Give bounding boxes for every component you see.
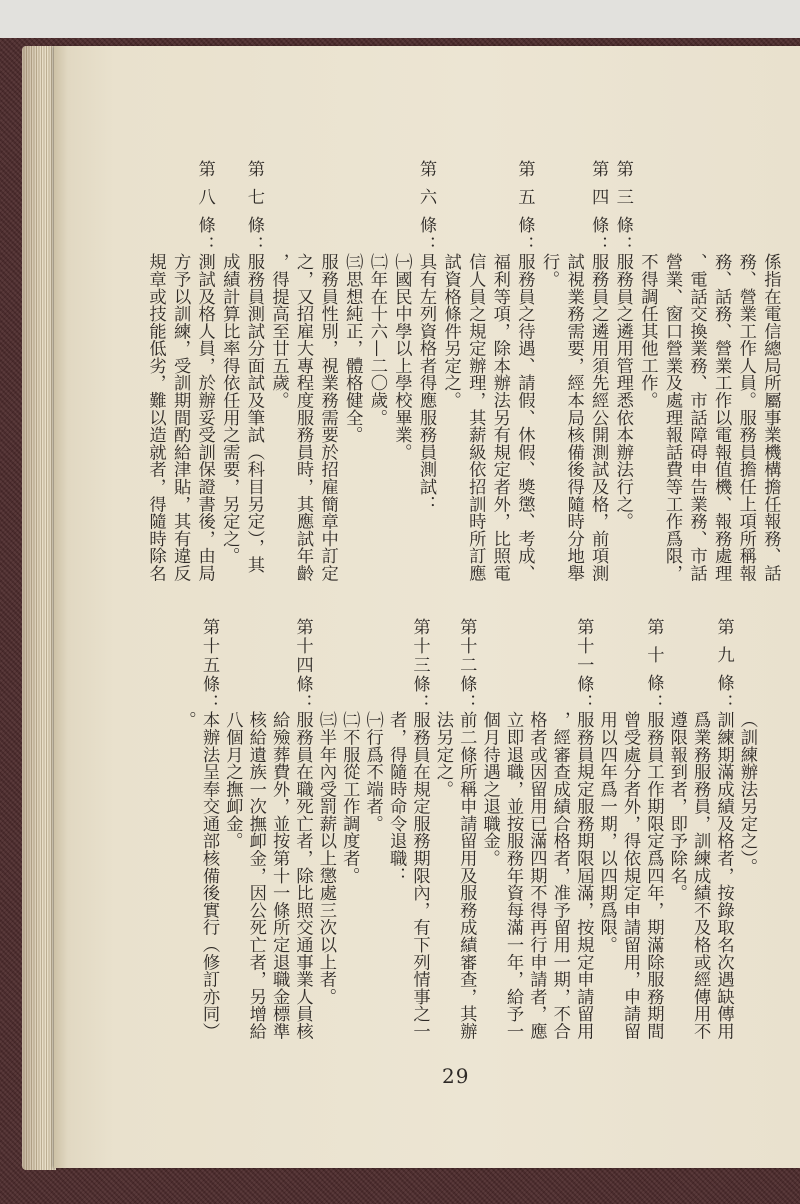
column-text: 個月待遇之退職金。 [479,711,500,867]
column-text: 係指在電信總局所屬事業機構擔任報務、話 [760,253,781,582]
column-text: 、電話交換業務、市話障碍申告業務、市話 [686,253,707,582]
article-column [571,618,594,1066]
column-text: 核給遺族一次撫卹金，因公死亡者，另增給 [245,711,266,1040]
article-label: 第 七 條： [243,160,264,253]
article-text: 服務員之遴用須先經公開測試及格，前項測 [588,253,609,582]
column-text: 遵限報到者，即予除名。 [666,711,687,902]
text-column [684,160,709,608]
text-column [220,618,243,1066]
article-text: 測試及格人員，於辦妥受訓保證書後，由局 [194,253,215,582]
list-item [339,160,364,608]
page-number: 29 [442,1064,470,1088]
column-text: 方予以訓練，受訓期間酌給津貼，其有違反 [170,253,191,582]
article-column [454,618,477,1066]
column-text: 營業、窗口營業及處理報話費等工作爲限， [661,253,682,582]
text-column [266,160,291,608]
article-column [641,618,664,1066]
text-column [733,160,758,608]
article-column [585,160,610,608]
text-column [618,618,641,1066]
column-text: 務、話務、營業工作以電報值機、報務處理 [711,253,732,582]
text-column [501,618,524,1066]
article-label: 第十二條： [456,618,477,711]
list-item [364,160,389,608]
article-column [511,160,536,608]
column-text: 試視業務需要，經本局核備後得隨時分地舉 [563,253,584,582]
text-column [462,160,487,608]
column-text: 八個月之撫卹金。 [222,711,243,850]
column-text: 成績計算比率得依任用之需要，另定之。 [219,253,240,565]
text-column [143,160,168,608]
column-text: ，得提高至廿五歲。 [268,253,289,409]
column-text: 用以四年爲一期，以四期爲限。 [596,711,617,954]
article-column [407,618,430,1066]
column-text: ㈡年在十六—二〇歲。 [366,253,387,426]
article-label: 第 六 條： [416,160,437,253]
article-text: 本辦法呈奉交通部核備後實行（修訂亦同） [198,711,219,1040]
column-text: ，經審查成績合格者，准予留用一期，不合 [549,711,570,1040]
text-column [688,618,711,1066]
text-column [438,160,463,608]
lower-text-block [173,618,758,1066]
column-text: 服務員性別，視業務需要於招雇簡章中訂定 [317,253,338,582]
column-text: 格者或因留用已滿四期不得再行申請者，應 [526,711,547,1040]
list-item [360,618,383,1066]
column-text: 給殮葬費外，並按第十一條所定退職金標準 [269,711,290,1040]
article-text: 前二條所稱申請留用及服務成績審查，其辦 [456,711,477,1040]
list-item [389,160,414,608]
article-text: 服務員之待遇、請假、休假、獎懲、考成、 [514,253,535,582]
upper-text-block [143,160,782,608]
column-text: ㈠行爲不端者。 [362,711,383,833]
text-column [524,618,547,1066]
article-column [610,160,635,608]
text-column [547,618,570,1066]
article-label: 第 五 條： [514,160,535,253]
text-column [594,618,617,1066]
article-text: 具有左列資格者得應服務員測試： [416,253,437,513]
article-label: 第十四條： [292,618,313,711]
article-text: 服務員在職死亡者，除比照交通事業人員核 [292,711,313,1040]
article-column [413,160,438,608]
column-text: 福利等項，除本辦法另有規定者外，比照電 [489,253,510,582]
text-column [315,160,340,608]
text-column [267,618,290,1066]
column-text: 。 [175,711,196,729]
article-label: 第 十 條： [643,618,664,711]
article-text: 服務員規定服務期限屆滿，按規定申請留用 [573,711,594,1040]
article-label: 第 三 條： [612,160,633,253]
column-text: 務、營業工作人員。服務員擔任上項所稱報 [735,253,756,582]
column-text: 行。 [539,253,560,288]
column-text: 試資格條件另定之。 [440,253,461,409]
column-text: 信人員之規定辦理，其薪級依招訓時所訂應 [465,253,486,582]
article-text: 服務員工作期限定爲四年，期滿除服務期間 [643,711,664,1040]
article-column [711,618,734,1066]
article-text: 服務員在規定服務期限內，有下列情事之一 [409,711,430,1040]
list-item [314,618,337,1066]
article-label: 第十一條： [573,618,594,711]
article-column [290,618,313,1066]
article-text: 服務員測試分面試及筆試（科目另定），其 [243,253,264,573]
text-column [243,618,266,1066]
text-column [167,160,192,608]
text-column [664,618,687,1066]
text-column [757,160,782,608]
column-text: 規章或技能低劣，難以造就者，得隨時除名 [145,253,166,582]
article-column [192,160,217,608]
text-column [216,160,241,608]
list-item [337,618,360,1066]
column-text: （訓練辦法另定之）。 [736,711,757,876]
article-label: 第 四 條： [588,160,609,253]
column-text: ㈢思想純正，體格健全。 [342,253,363,444]
text-column [173,618,196,1066]
column-text: 不得調任其他工作。 [637,253,658,409]
column-text: 爲業務服務員，訓練成績不及格或經傳用不 [690,711,711,1040]
column-text: 法另定之。 [432,711,453,798]
page-edges [22,46,56,1170]
article-column [197,618,220,1066]
text-column [561,160,586,608]
article-label: 第 八 條： [194,160,215,253]
column-text: ㈢半年內受罰薪以上懲處三次以上者。 [315,711,336,1005]
text-column [708,160,733,608]
text-column [290,160,315,608]
column-text: 者，得隨時命令退職： [386,711,407,884]
column-text: 曾受處分者外，得依規定申請留用，申請留 [620,711,640,1040]
text-column [477,618,500,1066]
text-column [384,618,407,1066]
column-text: 立即退職，並按服務年資每滿一年，給予一 [503,711,524,1040]
text-column [487,160,512,608]
article-text: 訓練期滿成績及格者，按錄取名次遇缺傳用 [713,711,734,1040]
article-text: 服務員之遴用管理悉依本辦法行之。 [612,253,633,530]
text-column [536,160,561,608]
text-column [634,160,659,608]
column-text: ㈠國民中學以上學校畢業。 [391,253,412,461]
article-column [241,160,266,608]
column-text: ㈡不服從工作調度者。 [339,711,360,884]
text-column [735,618,758,1066]
article-label: 第十三條： [409,618,430,711]
column-text: 之，又招雇大專程度服務員時，其應試年齡 [293,253,314,582]
text-column [431,618,454,1066]
article-label: 第十五條： [198,618,219,711]
article-label: 第 九 條： [713,618,734,711]
text-column [659,160,684,608]
